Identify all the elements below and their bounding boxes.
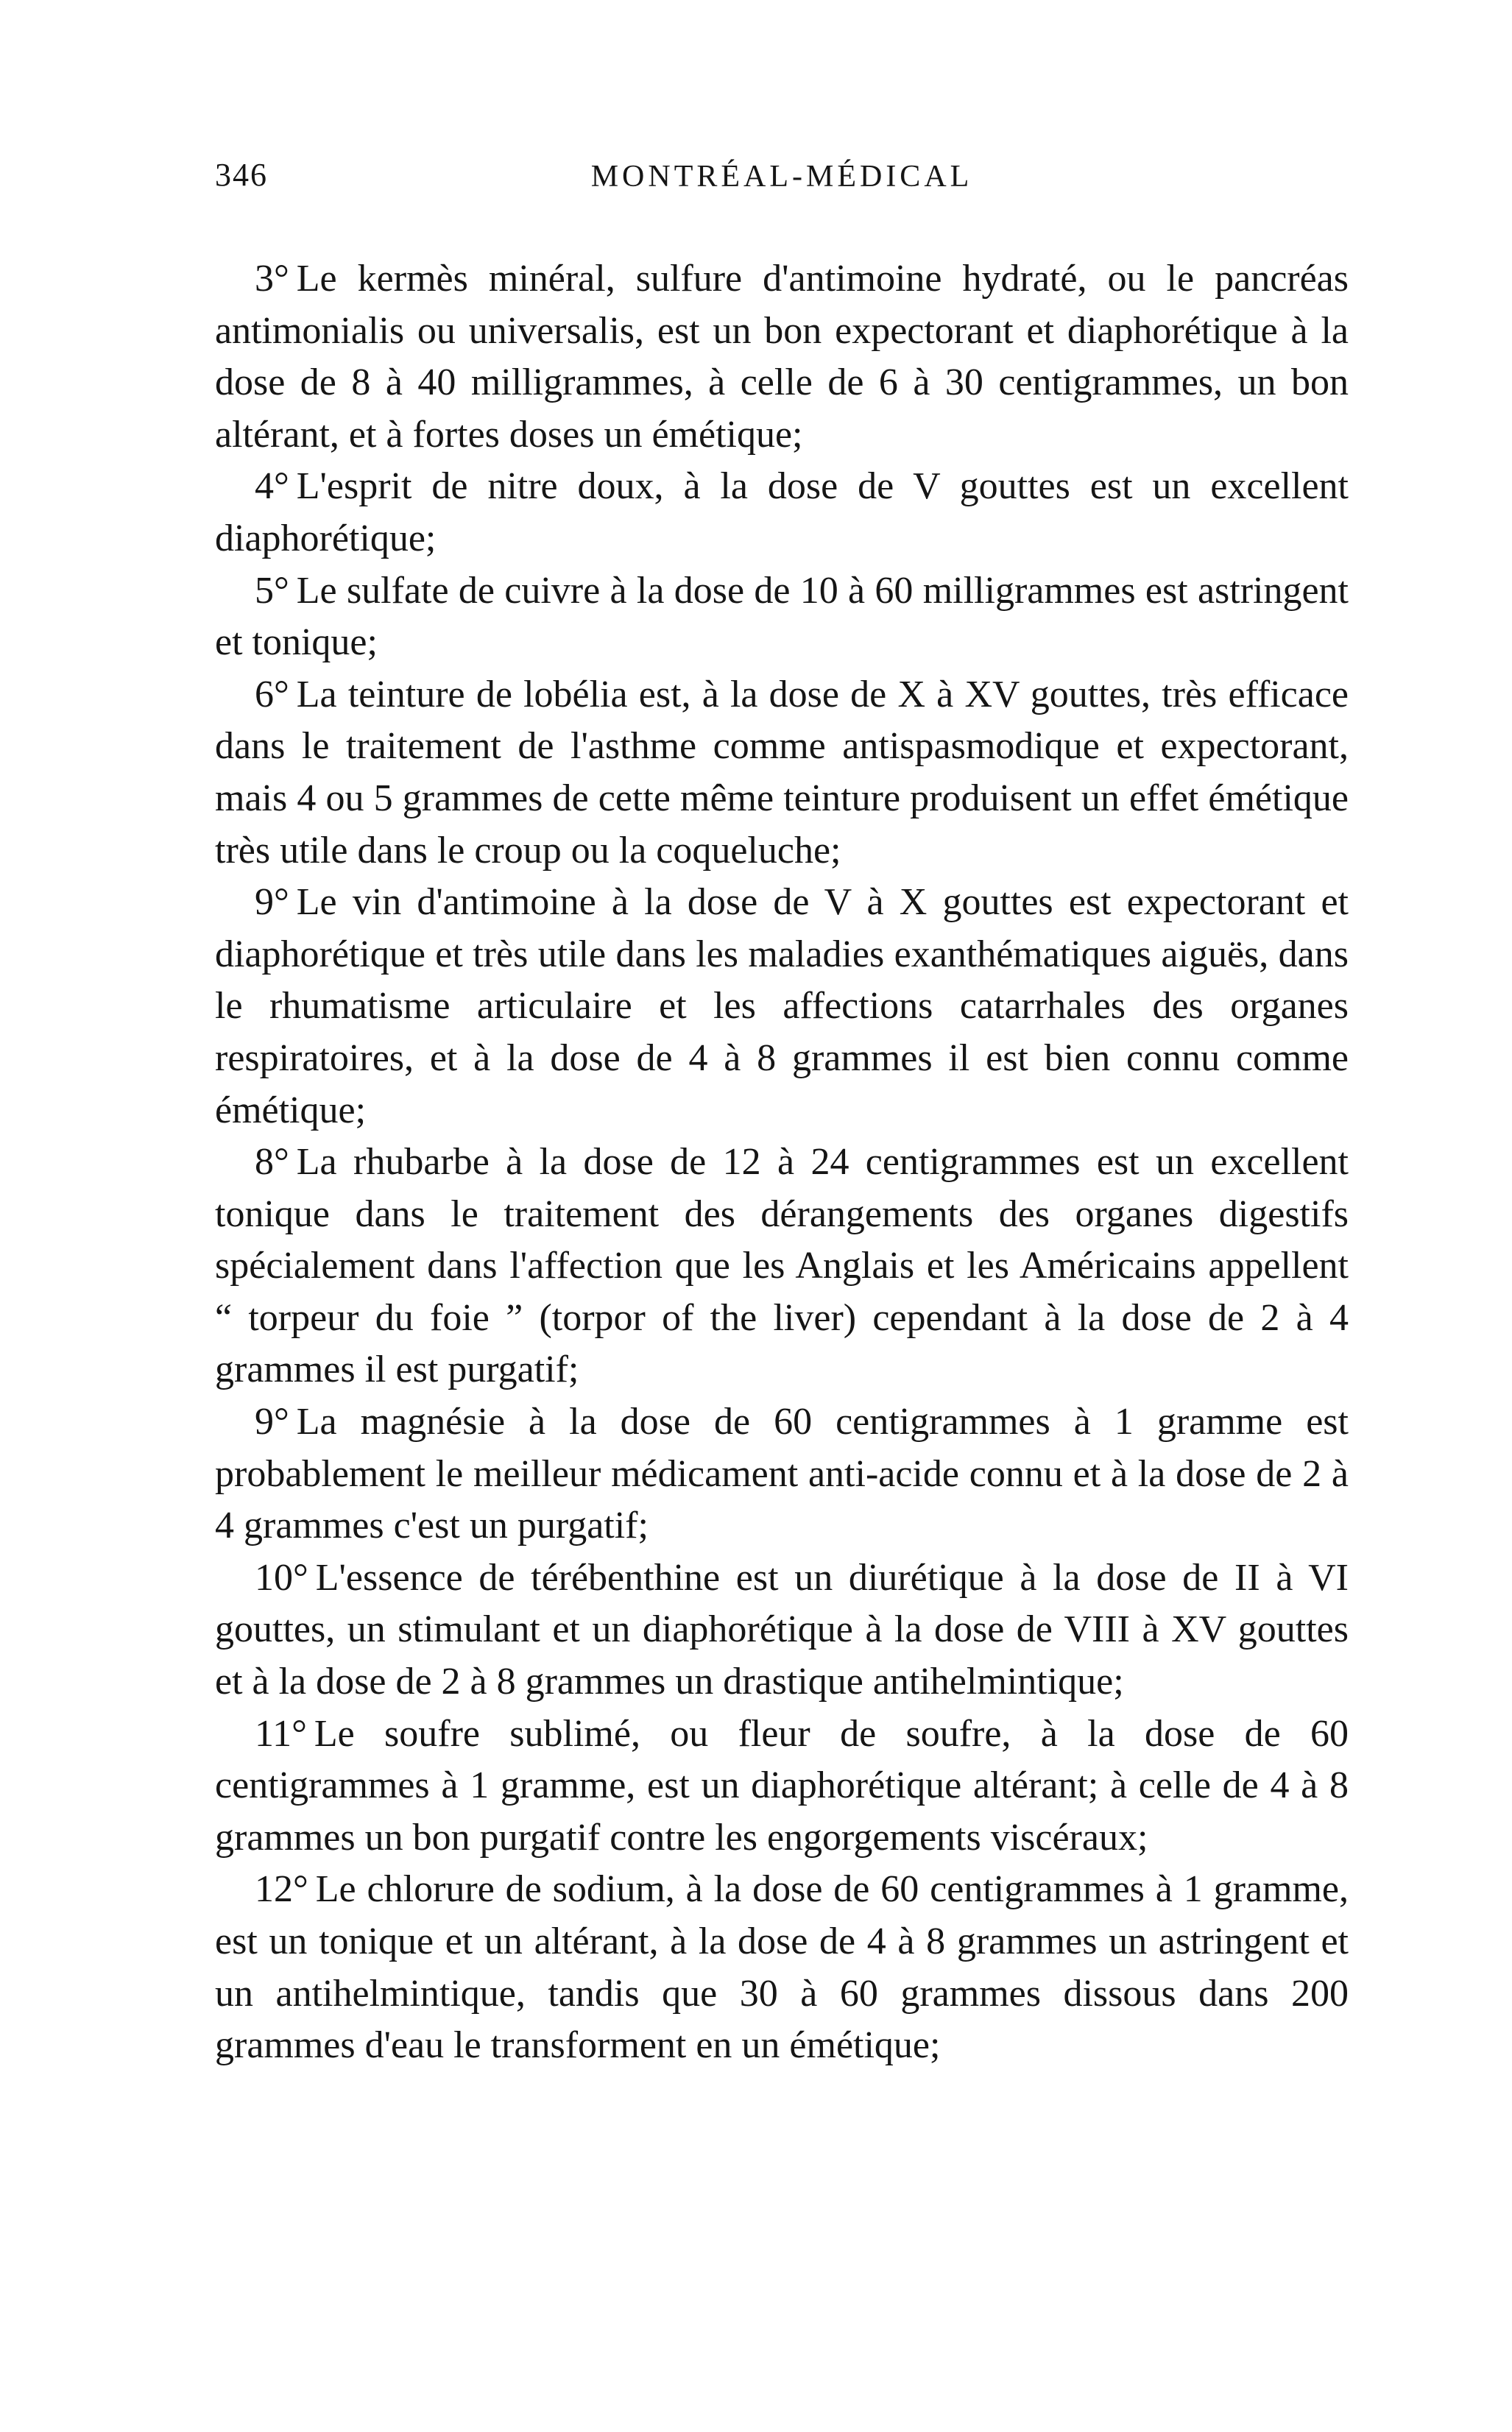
item-number: 9° xyxy=(255,1401,289,1443)
paragraph-item-11 xyxy=(215,1708,1349,1864)
item-number: 12° xyxy=(255,1868,308,1911)
paragraph-text: Le vin d'antimoine à la dose de V à X gouttes est expectorant et diaphorétique et très utile dans les maladies exanthématiques aiguës, dans le rhumatisme articulaire et les affections catarrhales des organes respiratoires, et à la dose de 4 à 8 grammes il est bien connu comme émétique; xyxy=(215,881,1349,1131)
running-title: MONTRÉAL-MÉDICAL xyxy=(590,160,973,194)
paragraph-item-7 xyxy=(215,877,1349,1137)
paragraph-text: La rhubarbe à la dose de 12 à 24 centigrammes est un excellent tonique dans le traitement des dérangements des organes digestifs spécialement dans l'affection que les Anglais et les Américains appellent “ torpeur du foie ” (torpor of the liver) cependant à la dose de 2 à 4 grammes il est purgatif; xyxy=(215,1141,1349,1391)
paragraph-item-5 xyxy=(215,565,1349,669)
item-number: 3° xyxy=(255,258,289,300)
paragraph-text: Le chlorure de sodium, à la dose de 60 centigrammes à 1 gramme, est un tonique et un altérant, à la dose de 4 à 8 grammes un astringent et un antihelmintique, tandis que 30 à 60 grammes dissous dans 200 grammes d'eau le transforment en un émétique; xyxy=(215,1868,1349,2067)
item-number: 4° xyxy=(255,465,289,508)
paragraph-item-3 xyxy=(215,253,1349,461)
paragraph-text: Le kermès minéral, sulfure d'antimoine hydraté, ou le pancréas antimonialis ou universalis, est un bon expectorant et diaphorétique à la dose de 8 à 40 milligrammes, à celle de 6 à 30 centigrammes, un bon altérant, et à fortes doses un émétique; xyxy=(215,258,1349,456)
page-number: 346 xyxy=(215,157,268,193)
paragraph-text: L'esprit de nitre doux, à la dose de V gouttes est un excellent diaphorétique; xyxy=(215,465,1349,559)
paragraph-text: L'essence de térébenthine est un diurétique à la dose de II à VI gouttes, un stimulant et un diaphorétique à la dose de VIII à XV gouttes et à la dose de 2 à 8 grammes un drastique antihelmintique; xyxy=(215,1556,1349,1703)
paragraph-text: Le sulfate de cuivre à la dose de 10 à 60 milligrammes est astringent et tonique; xyxy=(215,569,1349,664)
body-text xyxy=(215,253,1349,2072)
paragraph-item-12 xyxy=(215,1864,1349,2071)
paragraph-item-9 xyxy=(215,1396,1349,1552)
item-number: 10° xyxy=(255,1556,308,1599)
paragraph-item-8 xyxy=(215,1137,1349,1396)
paragraph-text: La magnésie à la dose de 60 centigrammes à 1 gramme est probablement le meilleur médicament anti-acide connu et à la dose de 2 à 4 grammes c'est un purgatif; xyxy=(215,1401,1349,1547)
item-number: 8° xyxy=(255,1141,289,1184)
paragraph-text: La teinture de lobélia est, à la dose de X à XV gouttes, très efficace dans le traitement de l'asthme comme antispasmodique et expectorant, mais 4 ou 5 grammes de cette même teinture produisent un effet émétique très utile dans le croup ou la coqueluche; xyxy=(215,673,1349,872)
paragraph-item-6 xyxy=(215,669,1349,877)
item-number: 5° xyxy=(255,569,289,612)
paragraph-item-4 xyxy=(215,461,1349,565)
paragraph-text: Le soufre sublimé, ou fleur de soufre, à la dose de 60 centigrammes à 1 gramme, est un diaphorétique altérant; à celle de 4 à 8 grammes un bon purgatif contre les engorgements viscéraux; xyxy=(215,1712,1349,1859)
item-number: 9° xyxy=(255,881,289,924)
page-header xyxy=(215,156,1349,215)
item-number: 11° xyxy=(255,1712,307,1755)
paragraph-item-10 xyxy=(215,1552,1349,1708)
item-number: 6° xyxy=(255,673,289,715)
